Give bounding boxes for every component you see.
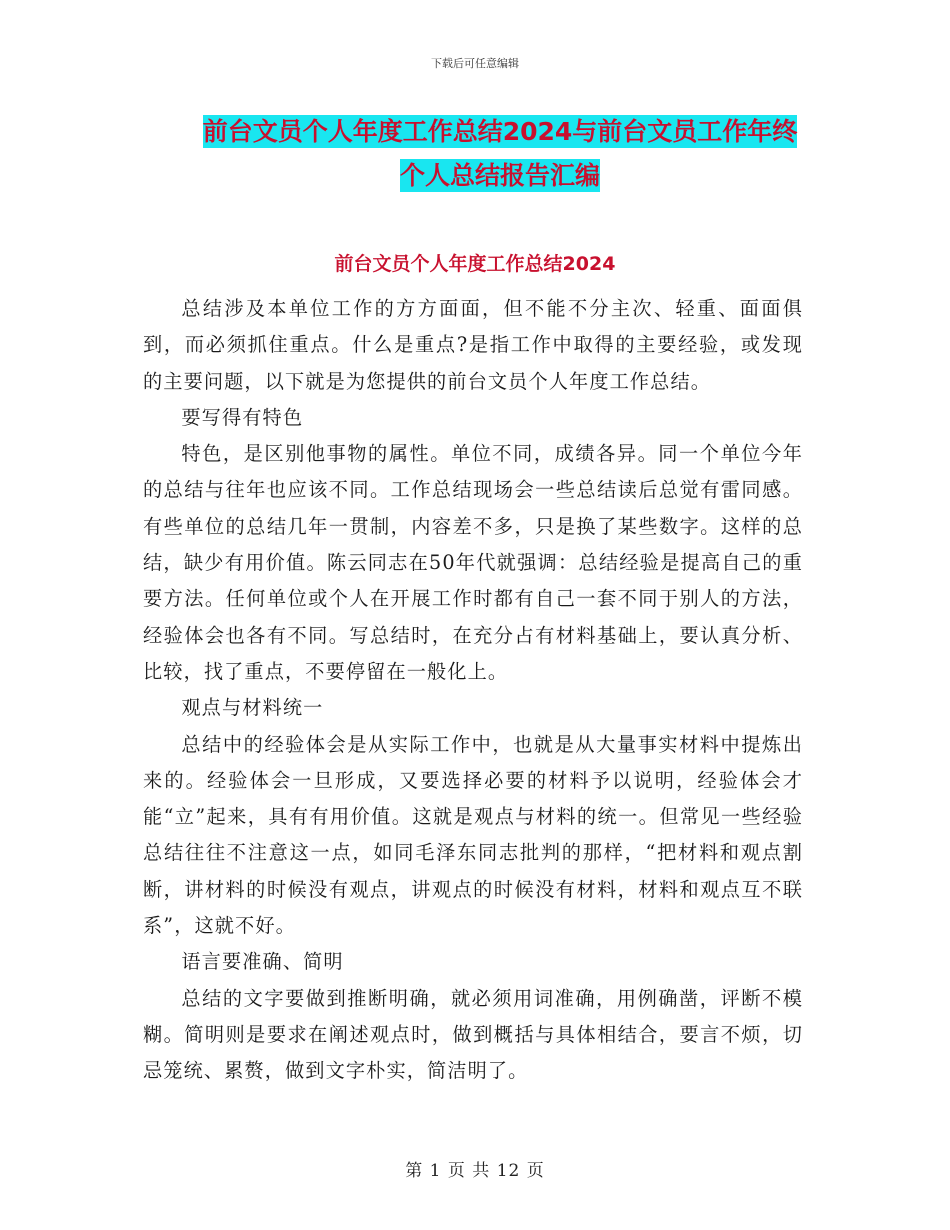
paragraph-distinctive: 特色，是区别他事物的属性。单位不同，成绩各异。同一个单位今年的总结与往年也应该不同。工作总结现场会一些总结读后总觉有雷同感。有些单位的总结几年一贯制，内容差不多，只是换了某些数字。这样的总结，缺少有用价值。陈云同志在50年代就强调：总结经验是提高自己的重要方法。任何单位或个人在开展工作时都有自己一套不同于别人的方法，经验体会也各有不同。写总结时，在充分占有材料基础上，要认真分析、比较，找了重点，不要停留在一般化上。 xyxy=(143,442,803,683)
subheading-distinctive: 要写得有特色 xyxy=(181,405,304,429)
paragraph-language: 总结的文字要做到推断明确，就必须用词准确，用例确凿，评断不模糊。简明则是要求在阐述观点时，做到概括与具体相结合，要言不烦，切忌笼统、累赘，做到文字朴实，简洁明了。 xyxy=(143,986,803,1083)
section-title: 前台文员个人年度工作总结2024 xyxy=(334,253,616,275)
intro-paragraph: 总结涉及本单位工作的方方面面，但不能不分主次、轻重、面面俱到，而必须抓住重点。什么是重点?是指工作中取得的主要经验，或发现的主要问题，以下就是为您提供的前台文员个人年度工作总结。 xyxy=(143,297,803,393)
page-footer: 第 1 页 共 12 页 xyxy=(405,1161,545,1181)
document-title-line-2: 个人总结报告汇编 xyxy=(399,161,600,190)
document-body xyxy=(143,291,803,1090)
header-note: 下载后可任意编辑 xyxy=(431,57,519,70)
document-title-line-1: 前台文员个人年度工作总结2024与前台文员工作年终 xyxy=(202,117,798,146)
subheading-viewpoint-material: 观点与材料统一 xyxy=(181,696,324,720)
document-title xyxy=(150,110,850,198)
paragraph-viewpoint-material: 总结中的经验体会是从实际工作中，也就是从大量事实材料中提炼出来的。经验体会一旦形成，又要选择必要的材料予以说明，经验体会才能“立”起来，具有有用价值。这就是观点与材料的统一。但常见一些经验总结往往不注意这一点，如同毛泽东同志批判的那样，“把材料和观点割断，讲材料的时候没有观点，讲观点的时候没有材料，材料和观点互不联系”，这就不好。 xyxy=(143,732,803,938)
subheading-language: 语言要准确、简明 xyxy=(181,950,344,974)
